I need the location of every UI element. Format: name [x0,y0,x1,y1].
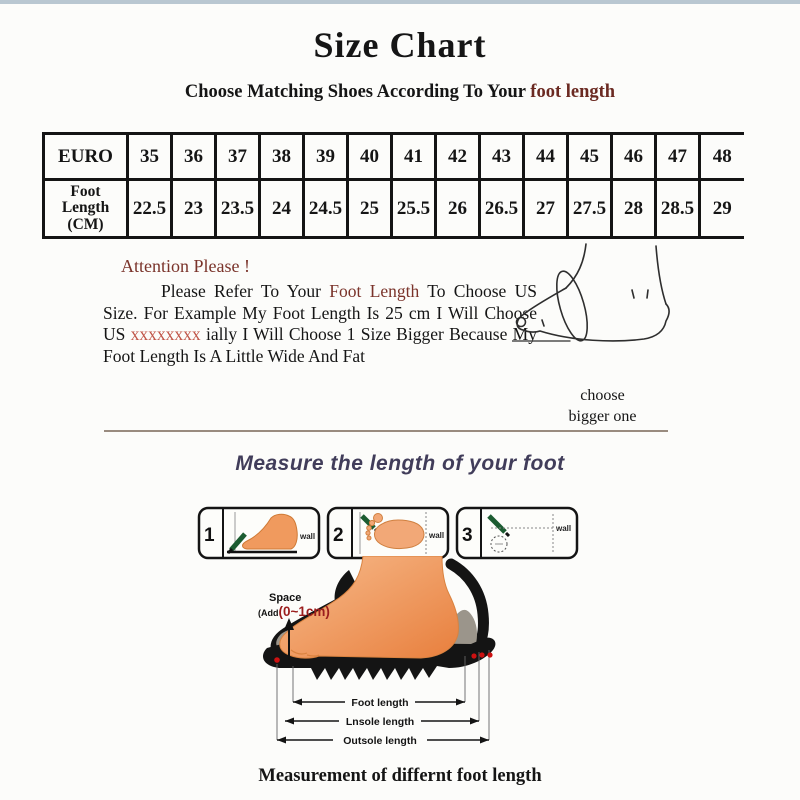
attention-block [103,256,537,367]
footnote-line: bigger one [568,408,637,425]
row-header-line: Length [61,199,110,217]
wall-label: wall [429,531,445,540]
measure-section-heading: Measure the length of your foot [235,452,565,475]
euro-size-cell: 39 [304,134,348,180]
foot-length-cell: 22.5 [128,180,172,238]
euro-size-cell: 42 [436,134,480,180]
measure-steps [197,506,579,560]
insole-length-label: Lnsole length [345,716,415,728]
step-number: 1 [204,525,215,546]
add-label: (Add [258,608,279,618]
euro-size-cell: 35 [128,134,172,180]
measure-step-1 [197,506,321,560]
range-label: (0~1cm) [278,604,330,619]
attention-heading: Attention Please ! [121,256,250,276]
page-title: Size Chart [313,25,487,65]
wall-label: wall [300,532,316,541]
euro-size-cell: 44 [524,134,568,180]
subtitle-highlight: foot length [530,82,616,102]
foot-length-cell: 29 [712,197,732,219]
step-number: 3 [462,525,473,546]
euro-size-cell: 38 [260,134,304,180]
attention-text: To Choose US Size. For Example My Foot Length Is 25 cm I Will Choose US [103,281,537,344]
euro-size-cell: 45 [568,134,612,180]
attention-censored-text: xxxxxxxx [130,324,201,344]
euro-size-cell: 43 [480,134,524,180]
space-label: Space [269,592,302,604]
foot-length-row [44,180,744,238]
foot-length-cell: 26.5 [480,180,524,238]
euro-size-cell: 36 [172,134,216,180]
wall-label: wall [556,524,572,533]
euro-size-cell: 40 [348,134,392,180]
foot-length-cell: 24.5 [304,180,348,238]
attention-text: Please Refer To Your [161,281,330,301]
foot-length-cell: 26 [436,180,480,238]
euro-size-cell: 47 [656,134,700,180]
euro-size-cell: 48 [700,134,744,180]
foot-sideview-lineart [512,242,734,392]
measure-step-2 [326,506,450,560]
shoe-measurement-diagram [253,556,517,762]
foot-length-cell: 27.5 [568,180,612,238]
row-header-line: (CM) [67,215,104,233]
add-range-label [258,603,330,621]
row-header-line: Foot [70,182,101,200]
euro-row [44,134,744,180]
size-chart-table [42,132,744,239]
measure-step-3 [455,506,579,560]
foot-length-cell: 28.5 [656,180,700,238]
top-strip [0,0,800,4]
foot-length-cell: 28 [612,180,656,238]
section-divider [104,430,668,432]
step-number: 2 [333,525,344,546]
foot-length-cell: 27 [524,180,568,238]
foot-length-label: Foot length [351,697,409,709]
foot-length-cell: 25.5 [392,180,436,238]
euro-size-cell: 37 [216,134,260,180]
subtitle-text: Choose Matching Shoes According To Your [184,82,531,102]
outsole-length-label: Outsole length [343,735,417,747]
foot-length-cell: 23 [172,180,216,238]
euro-size-cell: 46 [612,134,656,180]
subtitle [0,82,800,103]
foot-length-cell: 23.5 [216,180,260,238]
shoe-diagram-canvas [253,556,517,762]
attention-paragraph [103,281,537,367]
footnote-line: choose [580,387,625,404]
attention-foot-length-highlight: Foot Length [329,281,420,301]
foot-length-cell: 24 [260,180,304,238]
attention-text: ially I Will Choose 1 Size Bigger Because My Foot Length Is A Little Wide And Fat [103,324,537,366]
foot-length-row-header [44,180,128,238]
foot-length-cell: 25 [348,180,392,238]
choose-bigger-one-note [520,385,685,427]
euro-size-cell: 41 [392,134,436,180]
euro-row-header: EURO [44,134,128,180]
bottom-caption: Measurement of differnt foot length [258,766,542,786]
